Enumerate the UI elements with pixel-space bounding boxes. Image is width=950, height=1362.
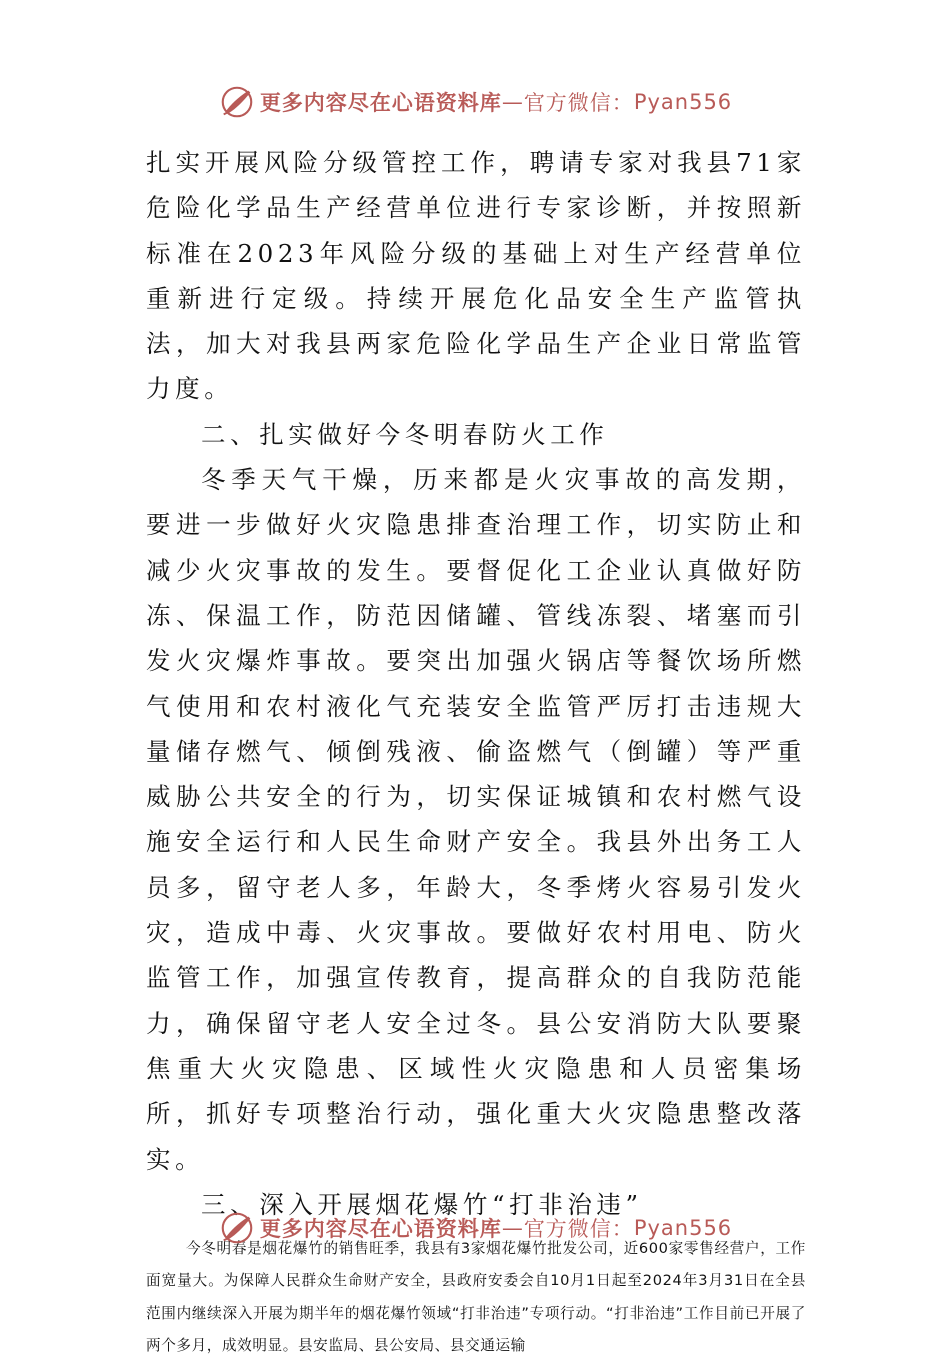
banner-wechat-id: Pyan556 xyxy=(633,90,733,114)
banner-brand-text: 更多内容尽在心语资料库 xyxy=(259,1217,502,1241)
paragraph-fire-prevention: 冬季天气干燥，历来都是火灾事故的高发期，要进一步做好火灾隐患排查治理工作，切实防止和减少火灾事故的发生。要督促化工企业认真做好防冻、保温工作，防范因储罐、管线冻裂、堵塞而引发火灾爆炸事故。要突出加强火锅店等餐饮场所燃气使用和农村液化气充装安全监管严厉打击违规大量储存燃气、倾倒残液、偷盗燃气（倒罐）等严重威胁公共安全的行为，切实保证城镇和农村燃气设施安全运行和人民生命财产安全。我县外出务工人员多，留守老人多，年龄大，冬季烤火容易引发火灾，造成中毒、火灾事故。要做好农村用电、防火监管工作，加强宣传教育，提高群众的自我防范能力，确保留守老人安全过冬。县公安消防大队要聚焦重大火灾隐患、区域性火灾隐患和人员密集场所，抓好专项整治行动，强化重大火灾隐患整改落实。 xyxy=(146,465,806,1174)
banner-dash: — xyxy=(501,90,524,114)
pen-nib-logo-icon xyxy=(218,83,256,121)
banner-dash: — xyxy=(501,1216,524,1240)
banner-wechat-id: Pyan556 xyxy=(633,1216,733,1240)
paragraph-fireworks: 今冬明春是烟花爆竹的销售旺季，我县有3家烟花爆竹批发公司，近600家零售经营户，工作面宽量大。为保障人民群众生命财产安全，县政府安委会自10月1日起至2024年3月31日在全县范围内继续深入开展为期半年的烟花爆竹领域“打非治违”专项行动。“打非治违”工作目前已开展了两个多月，成效明显。县安监局、县公安局、县交通运输 xyxy=(146,1240,806,1355)
pen-nib-logo-icon xyxy=(218,1209,256,1247)
banner-brand-text: 更多内容尽在心语资料库 xyxy=(259,91,502,115)
banner-label-text: 官方微信： xyxy=(523,91,634,115)
header-watermark-banner xyxy=(0,78,950,126)
banner-label-text: 官方微信： xyxy=(523,1217,634,1241)
footer-watermark-banner xyxy=(0,1204,950,1252)
document-body xyxy=(146,140,806,1362)
section-heading-fire-prevention: 二、扎实做好今冬明春防火工作 xyxy=(201,419,609,449)
section-heading-fireworks: 三、深入开展烟花爆竹“打非治违” xyxy=(201,1189,643,1219)
paragraph-risk-control: 扎实开展风险分级管控工作，聘请专家对我县71家危险化学品生产经营单位进行专家诊断，并按照新标准在2023年风险分级的基础上对生产经营单位重新进行定级。持续开展危化品安全生产监管执法，加大对我县两家危险化学品生产企业日常监管力度。 xyxy=(146,148,806,404)
